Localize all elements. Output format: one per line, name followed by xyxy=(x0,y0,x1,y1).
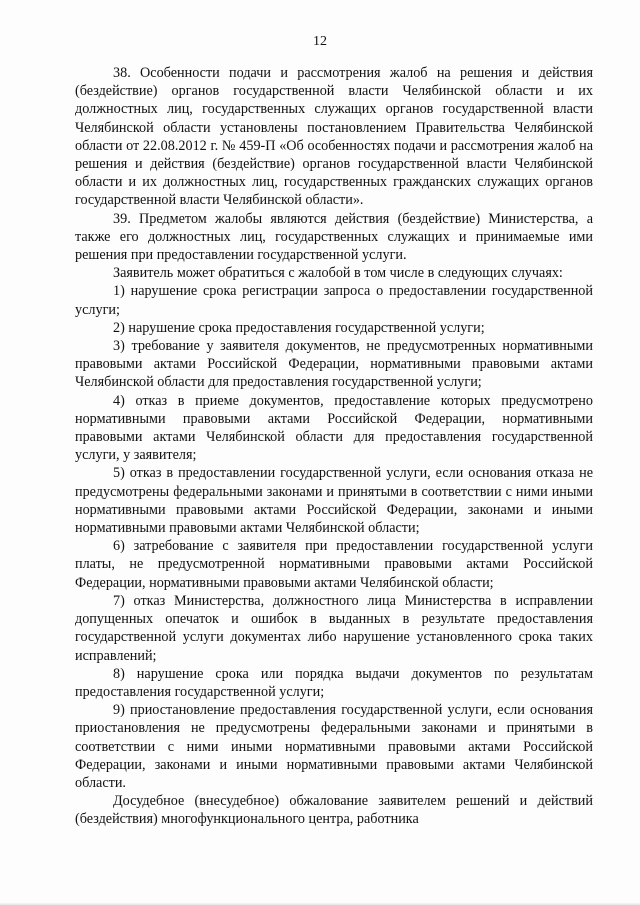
list-item-8: 8) нарушение срока или порядка выдачи документов по результатам предоставления государственной услуги; xyxy=(75,665,593,700)
list-item-2: 2) нарушение срока предоставления государственной услуги; xyxy=(113,319,485,336)
list-item-7: 7) отказ Министерства, должностного лица Министерства в исправлении допущенных опечаток и ошибок в выданных в результате предоставления государственной услуги документах либо нарушение установленного срока таких исправлений; xyxy=(75,592,593,664)
list-item-9: 9) приостановление предоставления государственной услуги, если основания приостановления не предусмотрены федеральными законами и принятыми в соответствии с ними иными нормативными правовыми актами Российской Федерации, законами и иными нормативными правовыми актами Челябинской области. xyxy=(75,702,593,791)
list-item-3: 3) требование у заявителя документов, не предусмотренных нормативными правовыми актами Российской Федерации, нормативными правовыми актами Челябинской области для предоставления государственной услуги; xyxy=(75,338,593,391)
paragraph-item-38: 38. Особенности подачи и рассмотрения жалоб на решения и действия (бездействие) органов государственной власти Челябинской области и их должностных лиц, государственных служащих органов государственной власти Челябинской области установлены постановлением Правительства Челябинской области от 22.08.2012 г. № 459-П «Об особенностях подачи и рассмотрения жалоб на решения и действия (бездействие) органов государственной власти Челябинской области и их должностных лиц, государственных гражданских служащих органов государственной власти Челябинской области». xyxy=(75,65,593,209)
paragraph-complaint-intro: Заявитель может обратиться с жалобой в том числе в следующих случаях: xyxy=(113,265,563,282)
list-item-1: 1) нарушение срока регистрации запроса о предоставлении государственной услуги; xyxy=(75,283,593,318)
list-item-5: 5) отказ в предоставлении государственной услуги, если основания отказа не предусмотрены федеральными законами и принятыми в соответствии с ними иными нормативными правовыми актами Российской Федерации, законами и иными нормативными правовыми актами Челябинской области; xyxy=(75,465,593,537)
paragraph-pretrial-appeal: Досудебное (внесудебное) обжалование заявителем решений и действий (бездействия) многофункционального центра, работника xyxy=(75,793,593,828)
page-number: 12 xyxy=(313,34,327,49)
list-item-4: 4) отказ в приеме документов, предоставление которых предусмотрено нормативными правовыми актами Российской Федерации, нормативными правовыми актами Челябинской области для предоставления государственной услуги, у заявителя; xyxy=(75,392,593,464)
paragraph-item-39: 39. Предметом жалобы являются действия (бездействие) Министерства, а также его должностных лиц, государственных служащих и принимаемые ими решения при предоставлении государственной услуги. xyxy=(75,210,593,264)
document-body xyxy=(75,64,593,829)
list-item-6: 6) затребование с заявителя при предоставлении государственной услуги платы, не предусмотренной нормативными правовыми актами Российской Федерации, нормативными правовыми актами Челябинской области; xyxy=(75,538,593,591)
